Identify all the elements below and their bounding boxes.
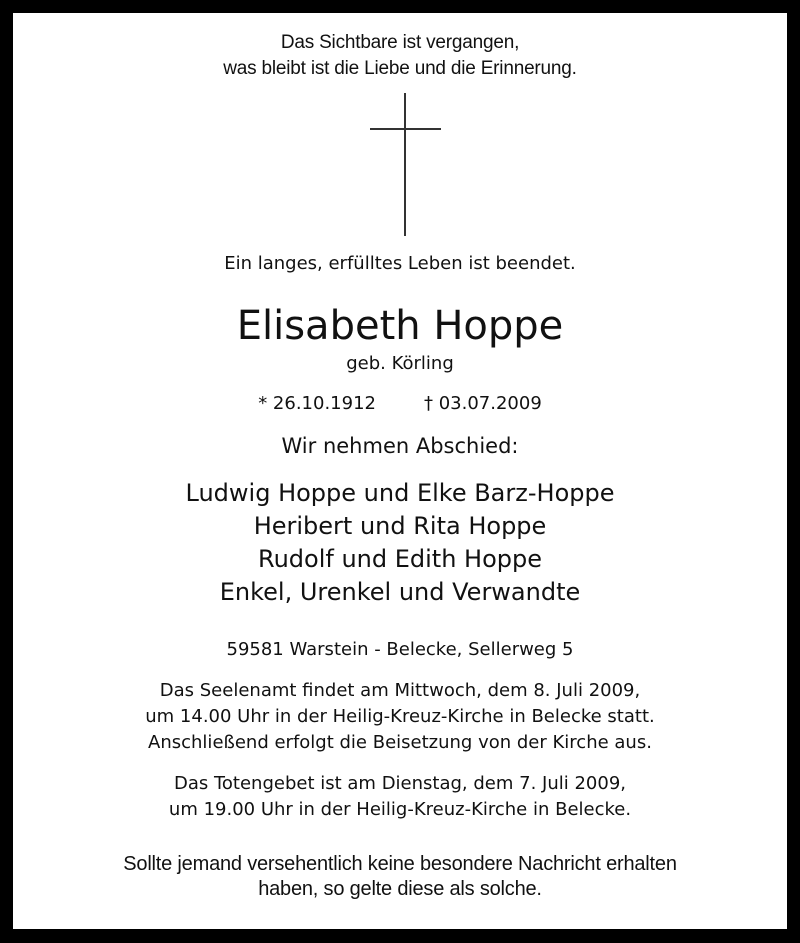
deceased-name: Elisabeth Hoppe: [236, 303, 564, 349]
service-line-1: Das Seelenamt findet am Mittwoch, dem 8. Juli 2009,: [159, 680, 641, 701]
life-dates: [13, 393, 787, 414]
prayer-line-1: Das Totengebet ist am Dienstag, dem 7. Juli 2009,: [173, 773, 626, 794]
intro-text: Ein langes, erfülltes Leben ist beendet.: [224, 253, 576, 274]
mourner-3: Rudolf und Edith Hoppe: [257, 545, 543, 573]
farewell-heading: Wir nehmen Abschied:: [281, 434, 519, 458]
prayer-line-2: um 19.00 Uhr in der Heilig-Kreuz-Kirche in Belecke.: [168, 799, 632, 820]
notice-line-1: Sollte jemand versehentlich keine besondere Nachricht erhalten: [123, 853, 677, 875]
notice-line-2: haben, so gelte diese als solche.: [258, 878, 542, 900]
mourner-4: Enkel, Urenkel und Verwandte: [219, 578, 581, 606]
address: 59581 Warstein - Belecke, Sellerweg 5: [226, 639, 574, 660]
motto-line-1: Das Sichtbare ist vergangen,: [280, 32, 520, 53]
birth-date: * 26.10.1912: [258, 393, 376, 414]
mourner-2: Heribert und Rita Hoppe: [253, 512, 547, 540]
motto-line-2: was bleibt ist die Liebe und die Erinnerung.: [223, 58, 577, 79]
maiden-name: geb. Körling: [346, 353, 454, 374]
service-line-3: Anschließend erfolgt die Beisetzung von der Kirche aus.: [148, 732, 652, 753]
death-date: † 03.07.2009: [424, 393, 542, 414]
service-line-2: um 14.00 Uhr in der Heilig-Kreuz-Kirche in Belecke statt.: [145, 706, 655, 727]
mourner-1: Ludwig Hoppe und Elke Barz-Hoppe: [185, 479, 615, 507]
obituary-card: [13, 13, 787, 929]
